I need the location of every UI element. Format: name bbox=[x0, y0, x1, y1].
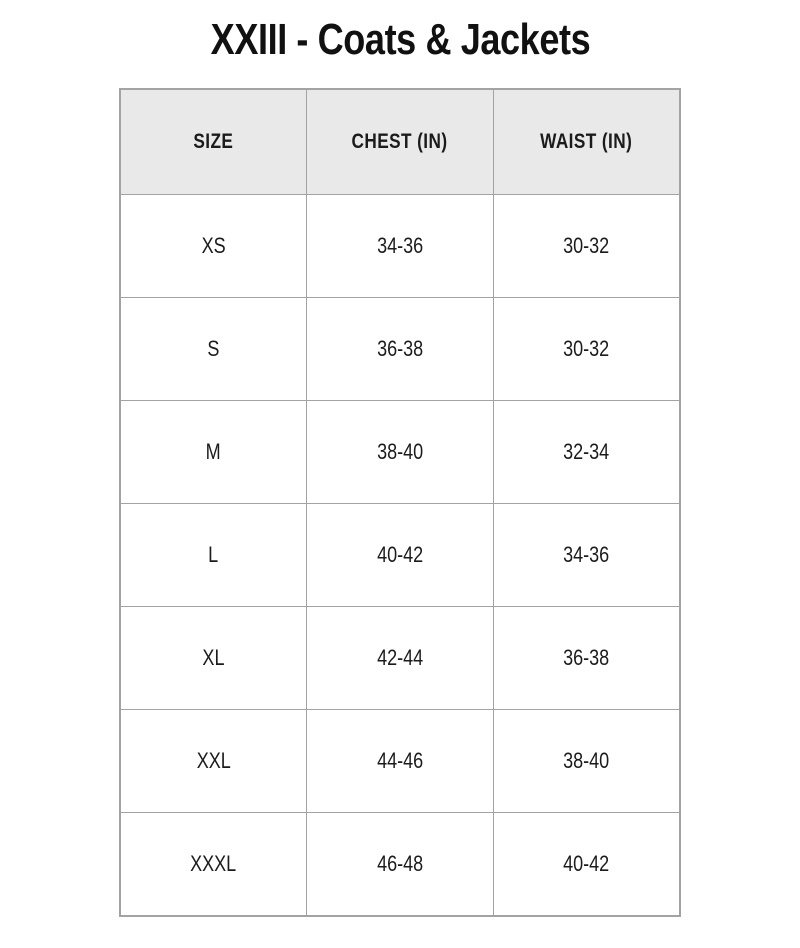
table-row bbox=[120, 709, 680, 812]
waist-cell: 30-32 bbox=[493, 297, 680, 400]
chest-cell: 46-48 bbox=[307, 812, 494, 916]
size-chart-body bbox=[120, 194, 680, 916]
size-cell: L bbox=[120, 503, 307, 606]
table-row bbox=[120, 503, 680, 606]
chest-cell: 40-42 bbox=[307, 503, 494, 606]
chest-cell: 34-36 bbox=[307, 194, 494, 297]
page-title bbox=[0, 14, 800, 67]
waist-cell: 34-36 bbox=[493, 503, 680, 606]
waist-cell: 32-34 bbox=[493, 400, 680, 503]
size-cell: S bbox=[120, 297, 307, 400]
table-row bbox=[120, 812, 680, 916]
column-header-waist: WAIST (IN) bbox=[493, 89, 680, 195]
column-header-size: SIZE bbox=[120, 89, 307, 195]
column-header-chest: CHEST (IN) bbox=[307, 89, 494, 195]
chest-cell: 38-40 bbox=[307, 400, 494, 503]
header-row bbox=[120, 89, 680, 195]
size-chart-header bbox=[120, 89, 680, 195]
size-cell: XXXL bbox=[120, 812, 307, 916]
size-cell: M bbox=[120, 400, 307, 503]
waist-cell: 40-42 bbox=[493, 812, 680, 916]
chest-cell: 42-44 bbox=[307, 606, 494, 709]
chest-cell: 44-46 bbox=[307, 709, 494, 812]
table-row bbox=[120, 606, 680, 709]
table-row bbox=[120, 297, 680, 400]
size-chart-table bbox=[119, 88, 681, 917]
size-cell: XXL bbox=[120, 709, 307, 812]
waist-cell: 38-40 bbox=[493, 709, 680, 812]
size-cell: XL bbox=[120, 606, 307, 709]
table-row bbox=[120, 194, 680, 297]
waist-cell: 30-32 bbox=[493, 194, 680, 297]
waist-cell: 36-38 bbox=[493, 606, 680, 709]
chest-cell: 36-38 bbox=[307, 297, 494, 400]
size-cell: XS bbox=[120, 194, 307, 297]
page-title-text: XXIII - Coats & Jackets bbox=[210, 15, 590, 64]
table-row bbox=[120, 400, 680, 503]
